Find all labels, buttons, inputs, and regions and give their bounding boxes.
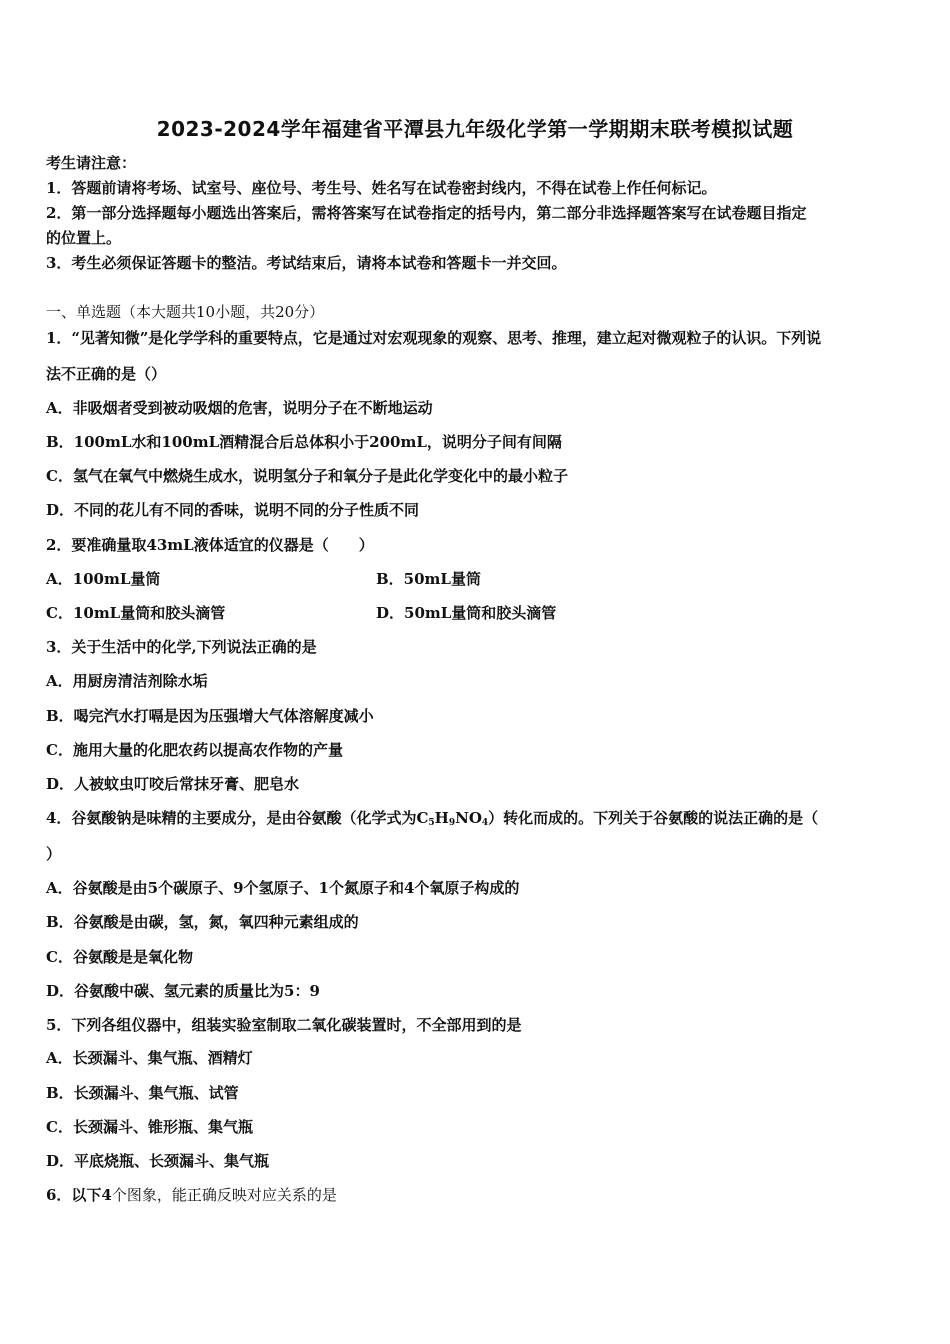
- q5-option-d: D．平底烧瓶、长颈漏斗、集气瓶: [46, 1152, 270, 1170]
- q4-stem-cont: ）: [46, 845, 62, 863]
- q3-option-a: A．用厨房清洁剂除水垢: [46, 672, 208, 690]
- q4-stem-pre: 4．谷氨酸钠是味精的主要成分，是由谷氨酸（化学式为: [46, 809, 417, 827]
- section-heading: 一、单选题（本大题共10小题，共20分）: [46, 303, 325, 321]
- q5-option-a: A．长颈漏斗、集气瓶、酒精灯: [46, 1049, 253, 1067]
- q1-option-a: A．非吸烟者受到被动吸烟的危害，说明分子在不断地运动: [46, 399, 433, 417]
- q4-option-a: A．谷氨酸是由5个碳原子、9个氢原子、1个氮原子和4个氧原子构成的: [46, 879, 520, 897]
- q6-stem: [46, 1184, 337, 1205]
- q1-stem: 1．“见著知微”是化学学科的重要特点，它是通过对宏观现象的观察、思考、推理，建立起对微观粒子的认识。下列说: [46, 329, 822, 347]
- notice-item-2: 2．第一部分选择题每小题选出答案后，需将答案写在试卷指定的括号内，第二部分非选择题答案写在试卷题目指定: [46, 204, 807, 222]
- notice-heading: 考生请注意：: [46, 154, 137, 172]
- q1-stem-cont: 法不正确的是（）: [46, 365, 167, 383]
- q2-option-c: C．10mL量筒和胶头滴管: [46, 604, 226, 622]
- notice-item-3: 3．考生必须保证答题卡的整洁。考试结束后，请将本试卷和答题卡一并交回。: [46, 254, 567, 272]
- notice-item-2-cont: 的位置上。: [46, 229, 122, 247]
- q2-option-a: A．100mL量筒: [46, 570, 161, 588]
- q3-stem: 3．关于生活中的化学,下列说法正确的是: [46, 638, 317, 656]
- q6-stem-text: 个图象，能正确反映对应关系的是: [111, 1186, 337, 1204]
- page-title: 2023-2024学年福建省平潭县九年级化学第一学期期末联考模拟试题: [156, 117, 794, 141]
- q5-option-b: B．长颈漏斗、集气瓶、试管: [46, 1084, 239, 1102]
- q4-stem-post: ）转化而成的。下列关于谷氨酸的说法正确的是（: [488, 809, 819, 827]
- q5-stem: 5．下列各组仪器中，组装实验室制取二氧化碳装置时，不全部用到的是: [46, 1016, 522, 1034]
- q2-stem: 2．要准确量取43mL液体适宜的仪器是（ ）: [46, 536, 374, 554]
- q2-option-d: D．50mL量筒和胶头滴管: [376, 604, 557, 622]
- q3-option-d: D．人被蚊虫叮咬后常抹牙膏、肥皂水: [46, 775, 300, 793]
- q3-option-c: C．施用大量的化肥农药以提高农作物的产量: [46, 741, 343, 759]
- q4-option-b: B．谷氨酸是由碳，氢，氮，氧四种元素组成的: [46, 913, 359, 931]
- q4-stem: [46, 807, 818, 828]
- q6-number: 6．以下4: [46, 1186, 112, 1204]
- q1-option-b: B．100mL水和100mL酒精混合后总体积小于200mL，说明分子间有间隔: [46, 433, 562, 451]
- q3-option-b: B．喝完汽水打嗝是因为压强增大气体溶解度减小: [46, 707, 374, 725]
- q4-option-d: D．谷氨酸中碳、氢元素的质量比为5：9: [46, 982, 320, 1000]
- q1-option-c: C．氢气在氧气中燃烧生成水，说明氢分子和氧分子是此化学变化中的最小粒子: [46, 467, 568, 485]
- q4-formula: $C_5H_9NO_4$: [416, 809, 489, 828]
- q4-option-c: C．谷氨酸是是氧化物: [46, 948, 193, 966]
- notice-item-1: 1．答题前请将考场、试室号、座位号、考生号、姓名写在试卷密封线内，不得在试卷上作任何标记。: [46, 179, 717, 197]
- q2-option-b: B．50mL量筒: [376, 570, 481, 588]
- q1-option-d: D．不同的花儿有不同的香味，说明不同的分子性质不同: [46, 501, 420, 519]
- q5-option-c: C．长颈漏斗、锥形瓶、集气瓶: [46, 1118, 253, 1136]
